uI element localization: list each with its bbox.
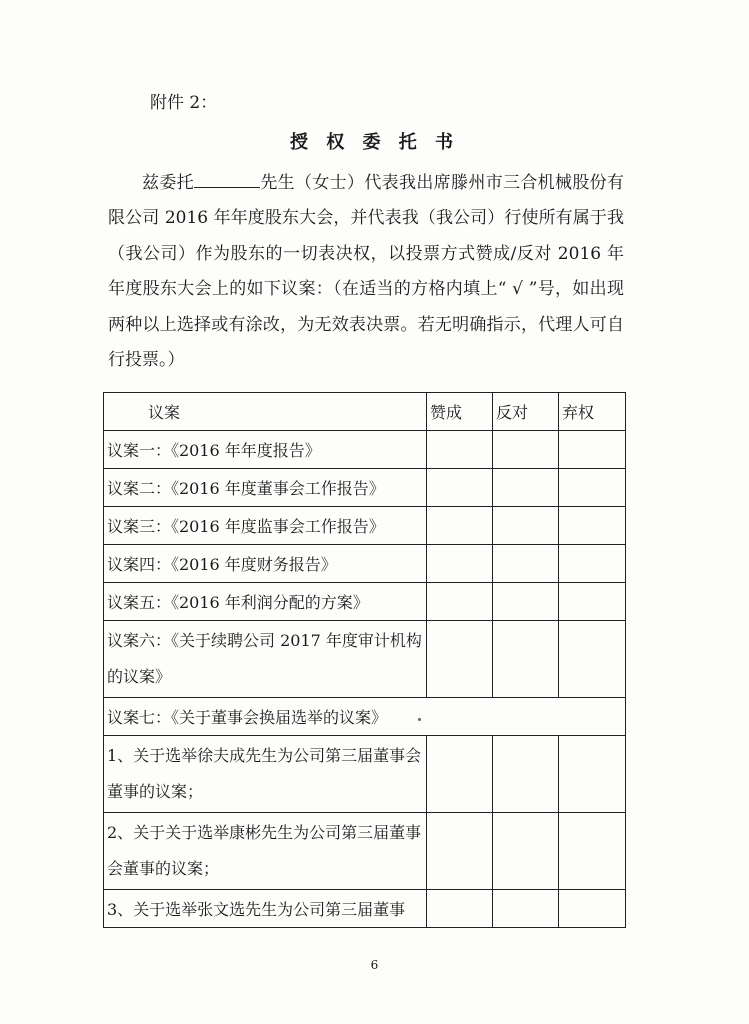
proposal-vote-table: [103, 392, 626, 928]
oppose-cell[interactable]: [493, 736, 559, 813]
abstain-cell[interactable]: [559, 545, 626, 583]
intro-text-rest: 先生（女士）代表我出席滕州市三合机械股份有限公司 2016 年年度股东大会，并代表我（我公司）行使所有属于我（我公司）作为股东的一切表决权，以投票方式赞成/反对 2016 年年度股东大会上的如下议案：（在适当的方格内填上“ √ ”号，如出现两种以上选择或有涂改，为无效表决票。若无明确指示，代理人可自行投票。）: [108, 173, 624, 371]
table-row: [104, 621, 626, 698]
table-row: [104, 813, 626, 890]
oppose-cell[interactable]: [493, 813, 559, 890]
proposal-4: 议案四：《2016 年度财务报告》: [104, 545, 427, 583]
header-oppose: 反对: [493, 393, 559, 431]
attachment-label: 附件 2：: [150, 93, 218, 113]
intro-text-start: 兹委托: [142, 173, 194, 193]
proposal-6: 议案六：《关于续聘公司 2017 年度审计机构的议案》: [104, 621, 427, 698]
approve-cell[interactable]: [427, 469, 493, 507]
abstain-cell[interactable]: [559, 507, 626, 545]
group-header-row: [104, 698, 626, 736]
approve-cell[interactable]: [427, 507, 493, 545]
proposal-7-header: 议案七：《关于董事会换届选举的议案》: [104, 698, 626, 736]
header-approve: 赞成: [427, 393, 493, 431]
sub-proposal-1: 1、关于选举徐夫成先生为公司第三届董事会董事的议案；: [104, 736, 427, 813]
scan-speck: [418, 718, 421, 721]
proposal-3: 议案三：《2016 年度监事会工作报告》: [104, 507, 427, 545]
table-row: [104, 583, 626, 621]
abstain-cell[interactable]: [559, 583, 626, 621]
proposal-1: 议案一：《2016 年年度报告》: [104, 431, 427, 469]
oppose-cell[interactable]: [493, 545, 559, 583]
oppose-cell[interactable]: [493, 890, 559, 928]
sub-proposal-2: 2、关于关于选举康彬先生为公司第三届董事会董事的议案；: [104, 813, 427, 890]
table-row: [104, 890, 626, 928]
oppose-cell[interactable]: [493, 621, 559, 698]
table-row: [104, 469, 626, 507]
document-title: 授 权 委 托 书: [289, 132, 460, 153]
delegate-name-blank: [194, 170, 260, 188]
approve-cell[interactable]: [427, 431, 493, 469]
table-row: [104, 545, 626, 583]
intro-paragraph: [108, 166, 624, 378]
approve-cell[interactable]: [427, 813, 493, 890]
oppose-cell[interactable]: [493, 583, 559, 621]
abstain-cell[interactable]: [559, 469, 626, 507]
table-row: [104, 507, 626, 545]
approve-cell[interactable]: [427, 583, 493, 621]
page-number: 6: [370, 958, 379, 972]
abstain-cell[interactable]: [559, 736, 626, 813]
table-row: [104, 736, 626, 813]
table-row: [104, 431, 626, 469]
oppose-cell[interactable]: [493, 507, 559, 545]
abstain-cell[interactable]: [559, 621, 626, 698]
sub-proposal-3: 3、关于选举张文选先生为公司第三届董事: [104, 890, 427, 928]
table-header-row: [104, 393, 626, 431]
abstain-cell[interactable]: [559, 890, 626, 928]
oppose-cell[interactable]: [493, 431, 559, 469]
approve-cell[interactable]: [427, 621, 493, 698]
abstain-cell[interactable]: [559, 431, 626, 469]
oppose-cell[interactable]: [493, 469, 559, 507]
proposal-2: 议案二：《2016 年度董事会工作报告》: [104, 469, 427, 507]
abstain-cell[interactable]: [559, 813, 626, 890]
proposal-5: 议案五：《2016 年利润分配的方案》: [104, 583, 427, 621]
approve-cell[interactable]: [427, 545, 493, 583]
approve-cell[interactable]: [427, 736, 493, 813]
header-proposal: 议案: [104, 393, 427, 431]
header-abstain: 弃权: [559, 393, 626, 431]
approve-cell[interactable]: [427, 890, 493, 928]
